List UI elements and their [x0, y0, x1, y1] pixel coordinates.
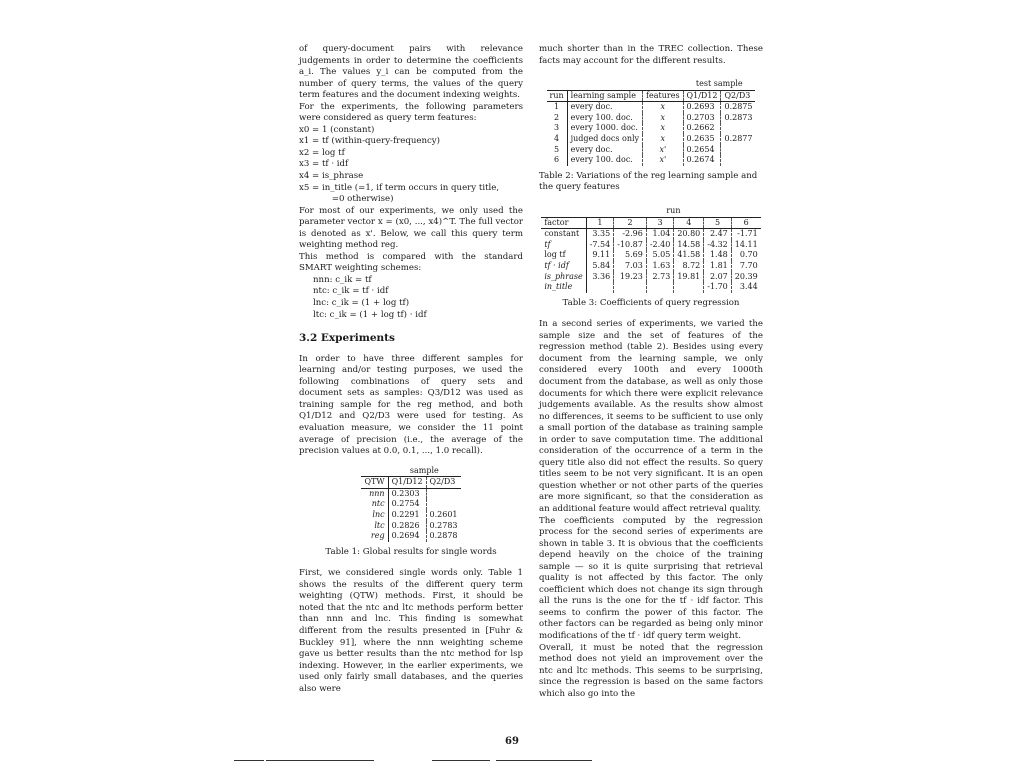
table-row [541, 272, 760, 283]
feature-item: x1 = tf (within-query-frequency) [299, 136, 441, 147]
scheme-item: nnn: c_ik = tf [313, 274, 372, 285]
table-cell: nnn [361, 488, 388, 499]
table-cell: 0.70 [739, 250, 758, 260]
table-header: Q2/D3 [724, 90, 751, 100]
table-row [547, 123, 756, 134]
paragraph: The coefficients computed by the regression process for the second series of experiments are shown in table 3. It is obvious that the coefficients depend heavily on the choice of the training sample — so it is quite surprising that retrieval quality is not affected by this factor. The only coefficient which does not change its sign through all the runs is the one for the tf · idf factor. This seems to confirm the power of this factor. The other factors can be regarded as being only minor modifications of the tf · idf query term weight. [539, 515, 763, 641]
page-number: 69 [505, 736, 519, 747]
table-row [361, 521, 460, 532]
table-header: 2 [614, 217, 647, 229]
table-cell: -10.87 [614, 240, 647, 251]
feature-list [299, 125, 523, 206]
table-cell: constant [541, 229, 586, 240]
table-header: Q1/D12 [683, 90, 721, 102]
table-cell: 0.2662 [683, 123, 721, 134]
table-cell: x' [643, 145, 684, 156]
paragraph: For the experiments, the following parameters were considered as query term features: [299, 101, 523, 124]
table-row [361, 531, 460, 542]
table-cell: log tf [541, 250, 586, 261]
table-row [361, 488, 460, 499]
right-column [539, 44, 763, 700]
table-row [541, 240, 760, 251]
table-cell: x' [643, 155, 684, 166]
table-cell: 2.07 [704, 272, 732, 283]
table-cell: 19.23 [614, 272, 647, 283]
table-cell: 14.11 [734, 239, 758, 249]
table-cell: in_title [541, 282, 586, 293]
table-cell: 8.72 [674, 261, 704, 272]
table-row [361, 510, 460, 521]
table-cell [586, 282, 614, 293]
table-row [541, 261, 760, 272]
table-row [547, 113, 756, 124]
table-row [547, 134, 756, 145]
table-cell: 7.70 [739, 260, 758, 270]
paragraph: In order to have three different samples for learning and/or testing purposes, we used the following combinations of query sets and document sets as samples: Q3/D12 was used as training sample for the reg method, and both Q1/D12 and Q2/D3 were used for testing. As evaluation measure, we consider the 11 point average of precision (i.e., the average of the precision values at 0.0, 0.1, ..., 1.0 recall). [299, 353, 523, 457]
table-cell [426, 488, 461, 499]
table-group-header: test sample [695, 79, 743, 89]
table-header: 4 [674, 217, 704, 229]
table-header: 5 [704, 217, 732, 229]
table-cell: every 100. doc. [567, 155, 642, 166]
table-header: run [547, 90, 568, 102]
table-cell: 0.2635 [683, 134, 721, 145]
table-cell: 41.58 [674, 250, 704, 261]
table-cell: 1 [547, 102, 568, 113]
paragraph: In a second series of experiments, we varied the sample size and the set of features of the regression method (table 2). Besides using every document from the learning sample, we only considered every 100th and every 1000th document from the database, as well as only those documents for which there were explicit relevance judgements available. As the results show almost no differences, it seems to be sufficient to use only a small portion of the database as training sample in order to save computation time. The additional consideration of the occurrence of a term in the query title also did not effect the results. So query titles seem to be not very significant. It is an open question whether or not other parts of the queries are more significant, so that the consideration as an additional feature would affect retrieval quality. [539, 319, 763, 514]
feature-item: x3 = tf · idf [299, 159, 349, 170]
table-2 [547, 79, 756, 166]
table-cell: 2 [547, 113, 568, 124]
table-cell: lnc [361, 510, 388, 521]
table-cell: x [643, 102, 684, 113]
table-row [547, 102, 756, 113]
table-1 [361, 466, 460, 542]
table-cell: 1.48 [704, 250, 732, 261]
table-cell: 1.81 [704, 261, 732, 272]
paragraph: Overall, it must be noted that the regression method does not yield an improvement over the ntc and ltc methods. This seems to be surprising, since the regression is based on the same factors which also go into the [539, 642, 763, 699]
footer-rule [432, 760, 490, 761]
table-group-header: run [666, 205, 681, 215]
paragraph: First, we considered single words only. Table 1 shows the results of the different query term weighting (QTW) methods. First, it should be noted that the ntc and ltc methods perform better than nnn and lnc. This finding is somewhat different from the results presented in [Fuhr & Buckley 91], where the nnn weighting scheme gave us better results than the ntc method for lsp indexing. However, in the earlier experiments, we used only fairly small databases, and the queries also were [299, 568, 523, 694]
table-cell: 3.35 [586, 229, 614, 240]
footer-rule [496, 760, 592, 761]
table-group-header: sample [409, 465, 439, 475]
table-cell: 2.73 [646, 272, 674, 283]
table-header: Q2/D3 [429, 477, 456, 487]
table-cell: 20.80 [674, 229, 704, 240]
footer-rule [234, 760, 264, 761]
table-caption: Table 3: Coefficients of query regression [562, 297, 740, 308]
table-header: 3 [646, 217, 674, 229]
table-cell: every 1000. doc. [567, 123, 642, 134]
table-cell: -7.54 [586, 240, 614, 251]
table-cell: is_phrase [541, 272, 586, 283]
table-cell [646, 282, 674, 293]
table-cell: 0.2873 [724, 112, 753, 122]
paragraph: For most of our experiments, we only used the parameter vector x = (x0, ..., x4)^T. The full vector is denoted as x'. Below, we call this query term weighting method reg. [299, 205, 523, 251]
table-cell: 1.63 [646, 261, 674, 272]
table-cell: 0.2291 [388, 510, 426, 521]
table-cell: 14.58 [674, 240, 704, 251]
table-header: QTW [361, 477, 388, 489]
table-row [541, 282, 760, 293]
table-cell: 1.04 [646, 229, 674, 240]
table-caption: Table 2: Variations of the reg learning sample and the query features [539, 170, 758, 193]
table-cell [614, 282, 647, 293]
left-column [299, 44, 523, 695]
table-cell: 0.2754 [388, 499, 426, 510]
table-cell: x [643, 123, 684, 134]
table-cell: -2.40 [646, 240, 674, 251]
paragraph: much shorter than in the TREC collection. These facts may account for the different results. [539, 44, 763, 66]
feature-item: x2 = log tf [299, 147, 345, 158]
table-cell: 0.2303 [388, 488, 426, 499]
table-cell: 0.2601 [429, 509, 458, 519]
table-row [541, 250, 760, 261]
table-cell: x [643, 113, 684, 124]
table-cell: reg [361, 531, 388, 542]
table-cell: 0.2674 [683, 155, 721, 166]
table-cell [426, 499, 461, 510]
table-row [361, 499, 460, 510]
paragraph: of query-document pairs with relevance judgements in order to determine the coefficients a_i. The values y_i can be computed from the number of query terms, the values of the query term features and the document indexing weights. [299, 44, 523, 101]
table-row [547, 155, 756, 166]
scheme-item: lnc: c_ik = (1 + log tf) [313, 298, 410, 309]
section-heading: 3.2 Experiments [299, 332, 395, 345]
table-cell: 2.47 [704, 229, 732, 240]
table-row [547, 145, 756, 156]
table-header: factor [541, 217, 586, 229]
paragraph: This method is compared with the standard SMART weighting schemes: [299, 251, 523, 274]
table-cell [721, 145, 756, 156]
table-header: learning sample [567, 90, 642, 102]
table-header: Q1/D12 [388, 477, 426, 489]
table-cell: every 100. doc. [567, 113, 642, 124]
table-row [541, 229, 760, 240]
table-cell: every doc. [567, 102, 642, 113]
table-cell: 0.2654 [683, 145, 721, 156]
table-cell: 0.2703 [683, 113, 721, 124]
table-cell: 5 [547, 145, 568, 156]
table-cell: -4.32 [704, 240, 732, 251]
scheme-item: ntc: c_ik = tf · idf [313, 286, 389, 297]
table-cell: 3.36 [586, 272, 614, 283]
table-cell: 0.2875 [724, 102, 753, 112]
scheme-item: ltc: c_ik = (1 + log tf) · idf [313, 309, 427, 320]
feature-item: x4 = is_phrase [299, 171, 364, 182]
table-cell: 0.2694 [388, 531, 426, 542]
table-cell: -2.96 [614, 229, 647, 240]
table-cell: 3.44 [739, 282, 758, 292]
table-cell: tf [541, 240, 586, 251]
footer-rule [266, 760, 374, 761]
table-cell: ltc [361, 521, 388, 532]
feature-item: x5 = in_title (=1, if term occurs in query title, [299, 182, 500, 193]
scheme-list [299, 275, 523, 321]
table-caption: Table 1: Global results for single words [325, 546, 497, 557]
table-header: 1 [586, 217, 614, 229]
table-cell [721, 123, 756, 134]
table-cell [721, 155, 756, 166]
table-cell: 0.2826 [388, 521, 426, 532]
table-cell: 0.2878 [429, 531, 458, 541]
table-header: 6 [743, 217, 749, 227]
table-cell: 0.2693 [683, 102, 721, 113]
table-cell: 9.11 [586, 250, 614, 261]
table-cell: 19.81 [674, 272, 704, 283]
table-cell: 7.03 [614, 261, 647, 272]
table-cell: 5.69 [614, 250, 647, 261]
table-cell: every doc. [567, 145, 642, 156]
table-cell [674, 282, 704, 293]
table-cell: 5.05 [646, 250, 674, 261]
table-cell: 5.84 [586, 261, 614, 272]
table-3 [541, 206, 760, 293]
table-cell: x [643, 134, 684, 145]
table-cell: tf · idf [541, 261, 586, 272]
feature-item: =0 otherwise) [299, 194, 394, 205]
table-header: features [643, 90, 684, 102]
table-cell: 3 [547, 123, 568, 134]
feature-item: x0 = 1 (constant) [299, 124, 375, 135]
table-cell: 0.2783 [429, 520, 458, 530]
table-cell: -1.70 [704, 282, 732, 293]
table-cell: judged docs only [567, 134, 642, 145]
table-cell: 4 [547, 134, 568, 145]
table-cell: 0.2877 [724, 134, 753, 144]
table-cell: 6 [547, 155, 568, 166]
table-cell: 20.39 [734, 271, 758, 281]
table-cell: -1.71 [737, 229, 758, 239]
table-cell: ntc [361, 499, 388, 510]
